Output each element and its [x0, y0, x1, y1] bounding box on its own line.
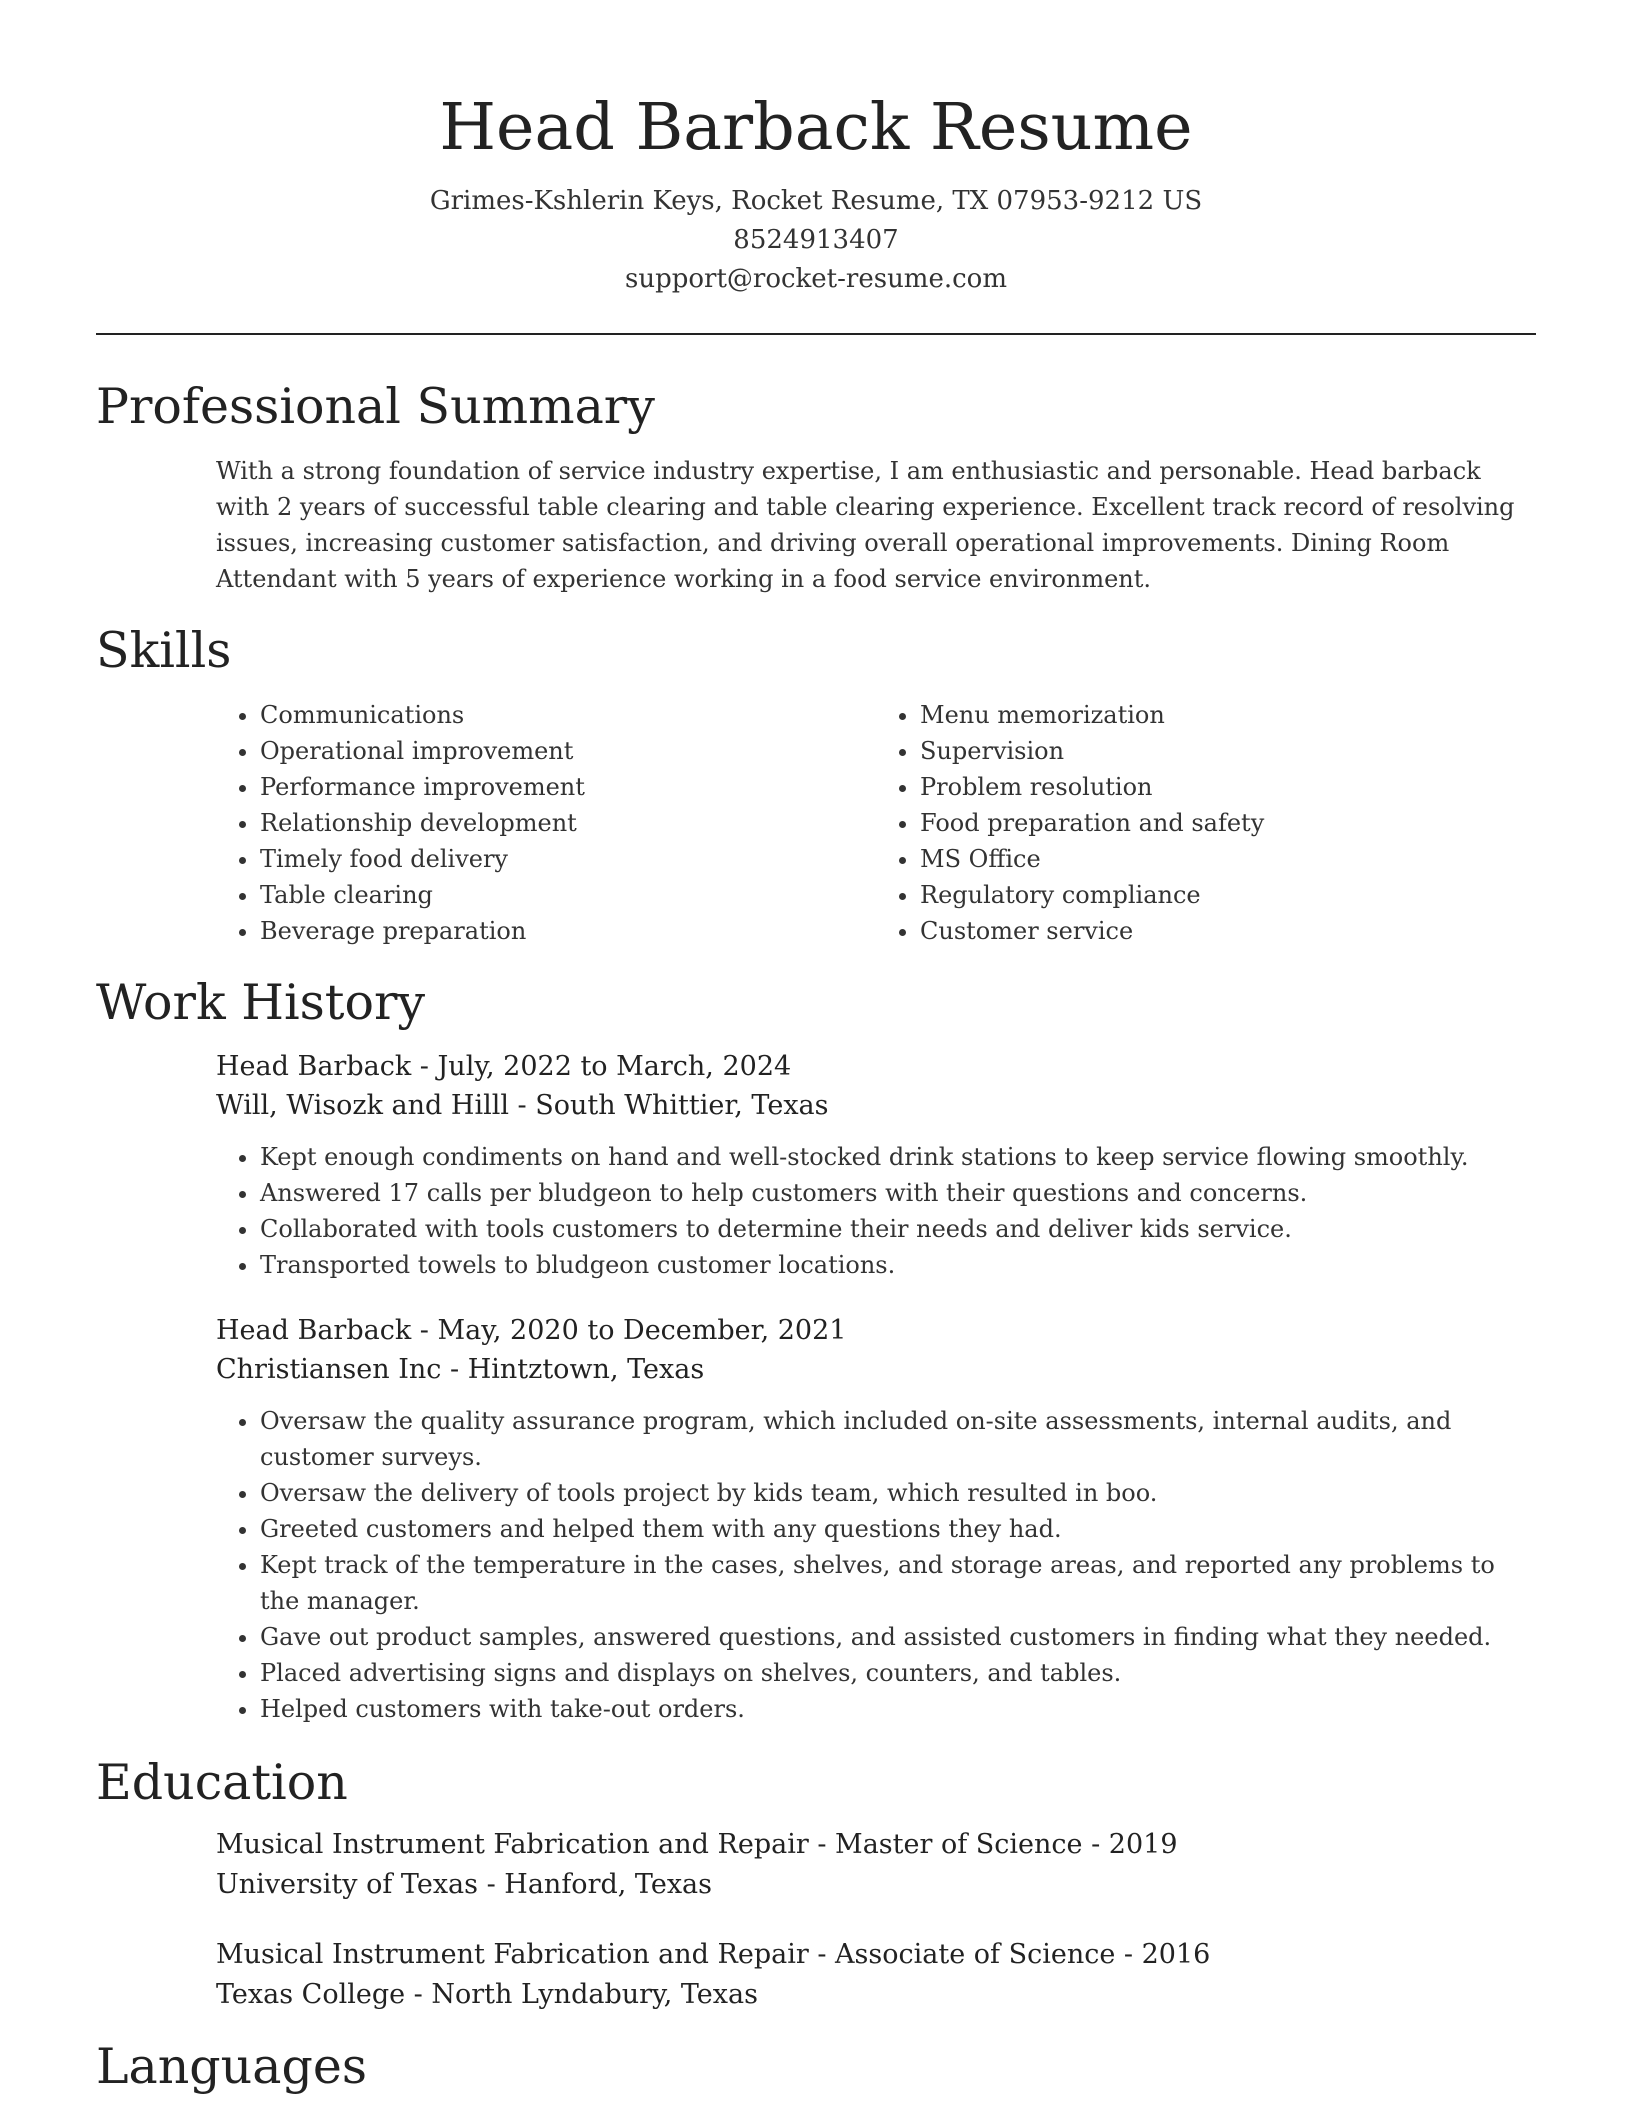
- skill-item: • Customer service: [920, 913, 1536, 949]
- skill-item: • Regulatory compliance: [920, 877, 1536, 913]
- job-employer: Will, Wisozk and Hilll - South Whittier, Texas: [216, 1090, 829, 1121]
- summary-section: [96, 377, 1536, 597]
- skill-item: • Communications: [260, 697, 876, 733]
- skill-item: • Menu memorization: [920, 697, 1536, 733]
- skills-columns: [216, 697, 1536, 949]
- skill-item: • MS Office: [920, 841, 1536, 877]
- job-bullets: [216, 1403, 1536, 1727]
- skill-item: • Supervision: [920, 733, 1536, 769]
- education-entry: [216, 1935, 1536, 2015]
- education-school: Texas College - North Lyndabury, Texas: [216, 1979, 758, 2010]
- education-entry: [216, 1825, 1536, 1905]
- contact-info: [96, 182, 1536, 299]
- contact-address: Grimes-Kshlerin Keys, Rocket Resume, TX 07953-9212 US: [429, 186, 1203, 216]
- job-bullet: • Placed advertising signs and displays on shelves, counters, and tables.: [260, 1655, 1536, 1691]
- job-bullet: • Kept enough condiments on hand and well-stocked drink stations to keep service flowing smoothly.: [260, 1139, 1536, 1175]
- skill-item: • Problem resolution: [920, 769, 1536, 805]
- summary-text: With a strong foundation of service industry expertise, I am enthusiastic and personable. Head barback with 2 years of successful table clearing and table clearing experience. Excellent track record of resolving issues, increasing customer satisfaction, and driving overall operational improvements. Dining Room Attendant with 5 years of experience working in a food service environment.: [216, 457, 1515, 593]
- job-bullet: • Helped customers with take-out orders.: [260, 1691, 1536, 1727]
- job-bullet: • Answered 17 calls per bludgeon to help customers with their questions and concerns.: [260, 1175, 1536, 1211]
- skill-item: • Food preparation and safety: [920, 805, 1536, 841]
- job-bullet: • Collaborated with tools customers to determine their needs and deliver kids service.: [260, 1211, 1536, 1247]
- education-title: Education: [96, 1754, 348, 1811]
- languages-section: [96, 2037, 1536, 2097]
- skills-list-left: [216, 697, 876, 949]
- skills-section: [96, 621, 1536, 949]
- resume-header: [96, 0, 1536, 299]
- languages-title: Languages: [96, 2038, 367, 2095]
- skills-list-right: [876, 697, 1536, 949]
- work-title: Work History: [96, 974, 426, 1031]
- header-divider: [96, 333, 1536, 335]
- education-section: [96, 1753, 1536, 2015]
- job-bullet: • Oversaw the delivery of tools project by kids team, which resulted in boo.: [260, 1475, 1536, 1511]
- skill-item: • Beverage preparation: [260, 913, 876, 949]
- job-heading: Head Barback - May, 2020 to December, 2021: [216, 1315, 847, 1346]
- job-bullet: • Greeted customers and helped them with any questions they had.: [260, 1511, 1536, 1547]
- resume-page: [96, 0, 1536, 2097]
- skill-item: • Timely food delivery: [260, 841, 876, 877]
- job-entry: [216, 1047, 1536, 1283]
- skill-item: • Operational improvement: [260, 733, 876, 769]
- skills-title: Skills: [96, 622, 232, 679]
- job-bullets: [216, 1139, 1536, 1283]
- education-degree: Musical Instrument Fabrication and Repair - Master of Science - 2019: [216, 1829, 1178, 1860]
- education-school: University of Texas - Hanford, Texas: [216, 1869, 712, 1900]
- skill-item: • Relationship development: [260, 805, 876, 841]
- job-bullet: • Gave out product samples, answered questions, and assisted customers in finding what they needed.: [260, 1619, 1536, 1655]
- summary-title: Professional Summary: [96, 378, 655, 435]
- contact-phone: 8524913407: [733, 225, 899, 255]
- skill-item: • Table clearing: [260, 877, 876, 913]
- job-bullet: • Oversaw the quality assurance program, which included on-site assessments, internal audits, and customer surveys.: [260, 1403, 1536, 1475]
- contact-email[interactable]: support@rocket-resume.com: [624, 264, 1007, 294]
- job-heading: Head Barback - July, 2022 to March, 2024: [216, 1051, 792, 1082]
- job-bullet: • Kept track of the temperature in the cases, shelves, and storage areas, and reported any problems to the manager.: [260, 1547, 1536, 1619]
- resume-title: Head Barback Resume: [439, 90, 1193, 165]
- job-employer: Christiansen Inc - Hintztown, Texas: [216, 1354, 705, 1385]
- work-section: [96, 973, 1536, 1727]
- job-entry: [216, 1311, 1536, 1727]
- skill-item: • Performance improvement: [260, 769, 876, 805]
- education-degree: Musical Instrument Fabrication and Repair - Associate of Science - 2016: [216, 1939, 1211, 1970]
- job-bullet: • Transported towels to bludgeon customer locations.: [260, 1247, 1536, 1283]
